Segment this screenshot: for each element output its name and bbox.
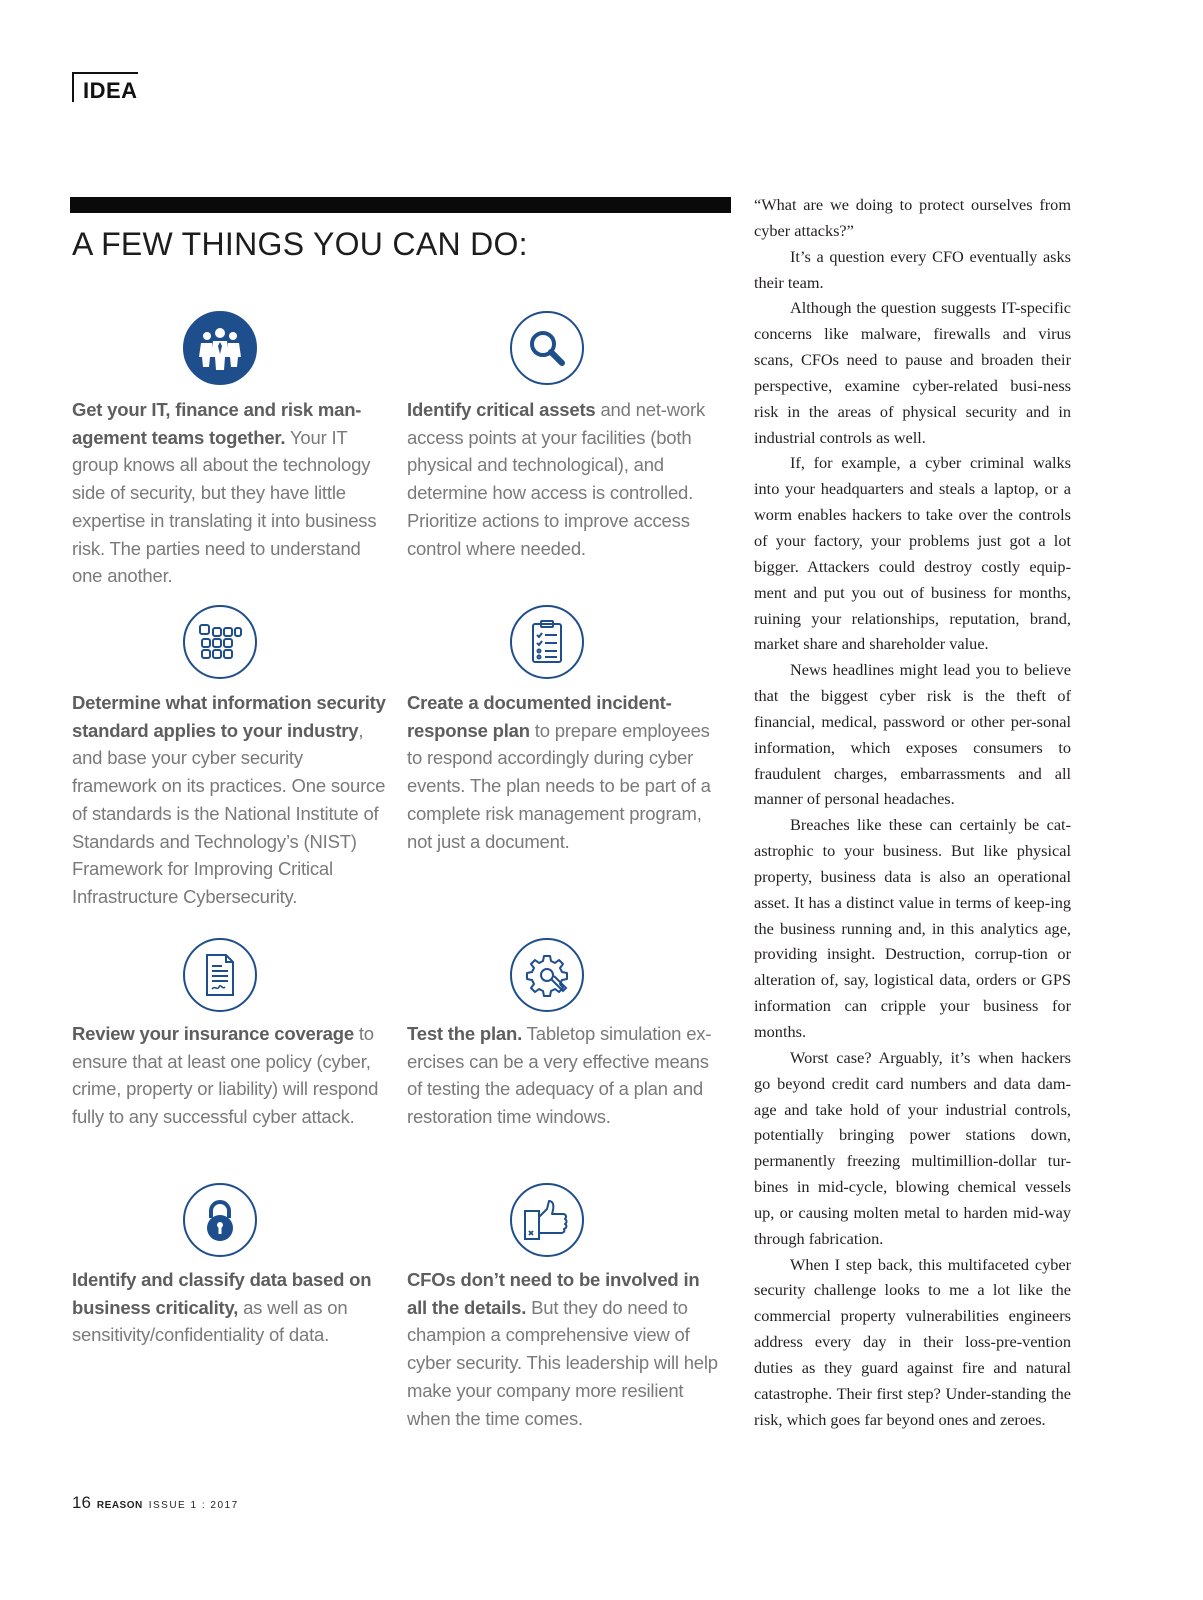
article-paragraph: It’s a question every CFO eventually asks their team. [754,246,1071,292]
tip-test-plan: Test the plan. Tabletop simulation ex-ercises can be a very effective means of testing the adequacy of a plan and restoration time windows. [407,1023,712,1128]
article-paragraph: If, for example, a cyber criminal walks into your headquarters and steals a laptop, or a worm enables hackers to take over the controls of your factory, your problems just got a lot bigger. Attackers could destroy costly equip-ment and put you out of business for months, ruining your relationships, reputation, brand, market share and shareholder value. [754,453,1071,654]
article-column [754,192,1071,1433]
tip-teams-together: Get your IT, finance and risk man-agement teams together. Your IT group knows all about the technology side of security, but they have little expertise in translating it into business risk. The parties need to understand one another. [72,399,377,587]
article-paragraph: News headlines might lead you to believe that the biggest cyber risk is the theft of financial, medical, password or other per-sonal information, which exposes consumers to fraudulent charges, embarrassments and all manner of personal headaches. [754,660,1071,809]
section-tag: IDEA [72,72,138,102]
tip-classify-data: Identify and classify data based on business criticality, as well as on sensitivity/confidentiality of data. [72,1269,372,1346]
page-footer [72,1493,239,1513]
issue-label: ISSUE 1 : 2017 [148,1500,239,1511]
article-paragraph: Worst case? Arguably, it’s when hackers go beyond credit card numbers and data dam-age and take hold of your industrial controls, potentially bringing power stations down, permanently freezing multimillion-dollar tur-bines in mid-cycle, blowing chemical vessels up, or causing molten metal to harden mid-way through fabrication. [754,1047,1071,1248]
thumbs-up-icon [510,1183,584,1257]
article-paragraph: Although the question suggests IT-specific concerns like malware, firewalls and virus scans, CFOs need to pause and broaden their perspective, examine cyber-related busi-ness risk in the areas of physical security and in industrial controls as well. [754,298,1071,447]
padlock-icon [183,1183,257,1257]
heading-rule [70,197,731,213]
article-paragraph: “What are we doing to protect ourselves from cyber attacks?” [754,195,1071,240]
tip-cfo-champion: CFOs don’t need to be involved in all the details. But they do need to champion a comprehensive view of cyber security. This leadership will help make your company more resilient when the time comes. [407,1269,718,1429]
clipboard-checklist-icon [510,605,584,679]
article-paragraph: When I step back, this multifaceted cyber security challenge looks to me a lot like the commercial property vulnerabilities engineers address every day in their loss-pre-vention duties as they guard against fire and natural catastrophe. Their first step? Under-standing the risk, which goes far beyond ones and zeroes. [754,1254,1071,1429]
tip-incident-response: Create a documented incident-response plan to prepare employees to respond accordingly during cyber events. The plan needs to be part of a complete risk management program, not just a document. [407,692,711,852]
tip-security-standard: Determine what information security standard applies to your industry, and base your cyber security framework on its practices. One source of standards is the National Institute of Standards and Technology’s (NIST) Framework for Improving Critical Infrastructure Cybersecurity. [72,692,386,907]
tip-critical-assets: Identify critical assets and net-work access points at your facilities (both physical and technological), and determine how access is controlled. Prioritize actions to improve access control where needed. [407,399,705,559]
publication-name: REASON [96,1500,143,1511]
tip-insurance-coverage: Review your insurance coverage to ensure that at least one policy (cyber, crime, property or liability) will respond fully to any successful cyber attack. [72,1023,379,1128]
team-icon [183,311,257,385]
keypad-icon [183,605,257,679]
gear-wrench-icon [510,938,584,1012]
signed-document-icon [183,938,257,1012]
page-number: 16 [72,1493,91,1512]
article-paragraph: Breaches like these can certainly be cat-astrophic to your business. But like physical property, business data is also an operational asset. It has a distinct value in terms of keep-ing the business running and, in this analytics age, providing insight. Destruction, corrup-tion or alteration of, say, logistical data, orders or GPS information can cripple your business for months. [754,815,1071,1041]
magnifier-icon [510,311,584,385]
page-heading: A FEW THINGS YOU CAN DO: [72,226,528,262]
